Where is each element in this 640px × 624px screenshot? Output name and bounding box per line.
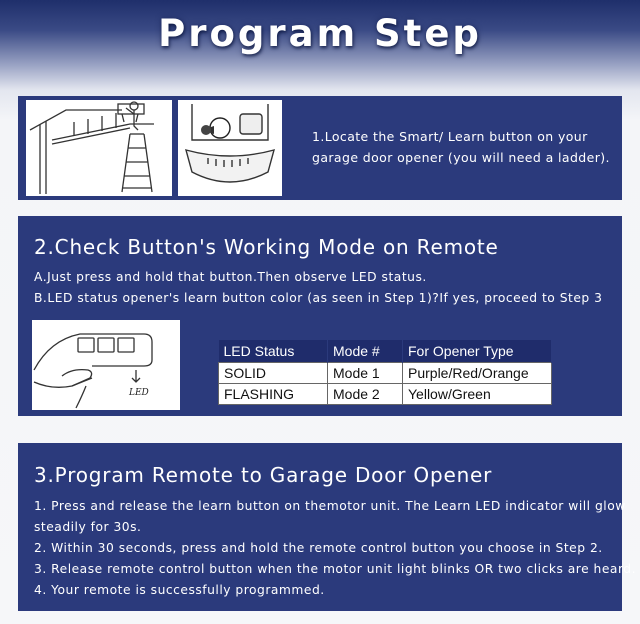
table-header-cell: LED Status (219, 340, 328, 363)
step3-panel (18, 443, 637, 611)
step3-item: 1. Press and release the learn button on themotor unit. The Learn LED indicator will glow (34, 499, 626, 513)
table-cell: FLASHING (219, 384, 328, 405)
table-row (219, 384, 552, 405)
table-cell: SOLID (219, 363, 328, 384)
table-cell: Mode 2 (328, 384, 403, 405)
opener-learn-button-illustration (178, 100, 282, 196)
step3-item: steadily for 30s. (34, 520, 142, 534)
step1-panel (18, 96, 622, 200)
remote-hand-icon (32, 320, 180, 410)
led-status-table (218, 340, 552, 405)
remote-hand-illustration (32, 320, 180, 410)
table-header-row (219, 340, 552, 363)
step1-instruction: 1.Locate the Smart/ Learn button on your garage door opener (you will need a ladder). (312, 129, 610, 165)
step2-panel (18, 216, 622, 416)
step2-line-b: B.LED status opener's learn button color (as seen in Step 1)?If yes, proceed to Step 3 (34, 291, 603, 305)
garage-ladder-illustration (26, 100, 172, 196)
table-header-cell: For Opener Type (403, 340, 552, 363)
step3-item: 2. Within 30 seconds, press and hold the remote control button you choose in Step 2. (34, 541, 603, 555)
table-row (219, 363, 552, 384)
garage-ladder-icon (26, 100, 172, 196)
step2-line-a: A.Just press and hold that button.Then observe LED status. (34, 270, 427, 284)
step3-item: 3. Release remote control button when the motor unit light blinks OR two clicks are heard. (34, 562, 637, 576)
table-cell: Mode 1 (328, 363, 403, 384)
page-title: Program Step (158, 12, 482, 55)
table-header-cell: Mode # (328, 340, 403, 363)
garage-opener-icon (178, 100, 282, 196)
step3-item: 4. Your remote is successfully programmed. (34, 583, 325, 597)
step3-heading: 3.Program Remote to Garage Door Opener (34, 463, 493, 487)
table-cell: Yellow/Green (403, 384, 552, 405)
table-cell: Purple/Red/Orange (403, 363, 552, 384)
led-label: LED (129, 388, 149, 398)
step2-heading: 2.Check Button's Working Mode on Remote (34, 235, 499, 259)
